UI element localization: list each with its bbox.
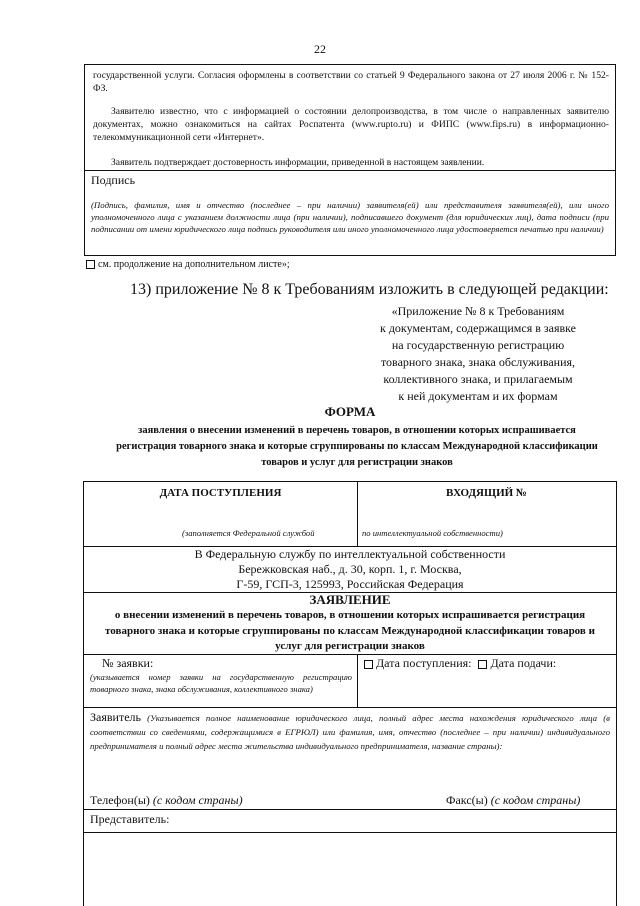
fax-label: Факс(ы) (446, 793, 488, 807)
appendix-line: коллективного знака, и прилагаемым (383, 372, 573, 386)
divider (84, 654, 616, 655)
signature-note: (Подпись, фамилия, имя и отчество (последнее – при наличии) заявителя(ей) или представителя заявителя(ей), или иного уполномоченного лица с указанием должности лица (при наличии), подписавшего документ (для юридических лиц), дата подписи (при подписании от имени юридического лица подпись руководителя или иного уполномоченного лица удостоверяется печатью при наличии) (91, 200, 609, 235)
address-line: Г-59, ГСП-3, 125993, Российская Федерация (236, 577, 464, 591)
page-number: 22 (314, 42, 326, 56)
records-info-paragraph: Заявителю известно, что с информацией о состоянии делопроизводства, в том числе о направленных заявителю документах, можно ознакомиться на сайтах Роспатента (www.rupto.ru) и ФИПС (www.fips.ru) в информационно-телекоммуникационной сети «Интернет». (93, 106, 609, 143)
item-13-heading: 13) приложение № 8 к Требованиям изложить в следующей редакции: (130, 281, 609, 298)
date-received-checkbox[interactable] (364, 660, 373, 669)
date-filed-check-label: Дата подачи: (490, 656, 557, 670)
statement-text: о внесении изменений в перечень товаров, в отношении которых испрашивается регистрация товарного знака и которые сгруппированы по классам Международной классификации товаров и услуг для регистрации знаков (105, 609, 595, 652)
application-form (83, 481, 617, 906)
phone-label: Телефон(ы) (90, 793, 150, 807)
continuation-line (86, 259, 290, 270)
address-line: В Федеральную службу по интеллектуальной собственности (194, 547, 506, 561)
date-received-header: ДАТА ПОСТУПЛЕНИЯ (159, 487, 282, 499)
appendix-line: на государственную регистрацию (391, 338, 565, 352)
continuation-text: см. продолжение на дополнительном листе»; (98, 259, 290, 270)
date-checkboxes (364, 656, 556, 671)
divider (84, 832, 616, 833)
signature-label: Подпись (91, 173, 136, 187)
appendix-line: товарного знака, знака обслуживания, (380, 355, 576, 369)
date-filed-checkbox[interactable] (478, 660, 487, 669)
appendix-line: к ней документам и их формам (398, 389, 558, 403)
consent-section (84, 64, 616, 256)
incoming-number-header: ВХОДЯЩИЙ № (446, 487, 527, 499)
divider (84, 707, 616, 708)
forma-subtitle: заявления о внесении изменений в перечень товаров, в отношении которых испрашивается регистрация товарного знака и которые сгруппированы по классам Международной классификации товаров и услуг для регистрации знаков (116, 425, 598, 468)
applicant-block (90, 710, 610, 753)
statement-title: ЗАЯВЛЕНИЕ (309, 592, 391, 607)
confirmation-paragraph: Заявитель подтверждает достоверность информации, приведенной в настоящем заявлении. (111, 157, 485, 168)
forma-title: ФОРМА (324, 404, 376, 419)
application-number-note: (указывается номер заявки на государственную регистрацию товарного знака, знака обслуживания, коллективного знака) (90, 672, 352, 694)
applicant-label: Заявитель (90, 710, 141, 724)
continuation-checkbox[interactable] (86, 260, 95, 269)
representative-label: Представитель: (90, 812, 170, 826)
appendix-header (350, 303, 606, 405)
fax-field[interactable] (446, 793, 580, 808)
date-received-check-label: Дата поступления: (376, 656, 472, 670)
consent-text-block (85, 65, 615, 171)
appendix-line: «Приложение № 8 к Требованиям (391, 304, 565, 318)
application-divider (357, 654, 358, 707)
address-line: Бережковская наб., д. 30, корп. 1, г. Москва, (238, 562, 462, 576)
recipient-address (84, 547, 616, 592)
divider (84, 809, 616, 810)
phone-note: (с кодом страны) (152, 793, 243, 807)
fax-note: (с кодом страны) (490, 793, 581, 807)
fill-note-right: по интеллектуальной собственности) (362, 528, 503, 538)
phone-field[interactable] (90, 793, 243, 808)
applicant-note: (Указывается полное наименование юридического лица, полный адрес места нахождения юридического лица (в соответствии со сведениями, содержащимися в ЕГРЮЛ) или фамилия, имя, отчество (последнее – при наличии) индивидуального предпринимателя и полный адрес места жительства индивидуального предпринимателя, название страны): (90, 713, 610, 751)
appendix-line: к документам, содержащимся в заявке (380, 321, 576, 335)
application-number-label: № заявки: (102, 656, 154, 670)
consent-paragraph: государственной услуги. Согласия оформлены в соответствии со статьей 9 Федерального закона от 27 июля 2006 г. № 152-ФЗ. (93, 70, 609, 94)
fill-note-left: (заполняется Федеральной службой (182, 528, 315, 538)
